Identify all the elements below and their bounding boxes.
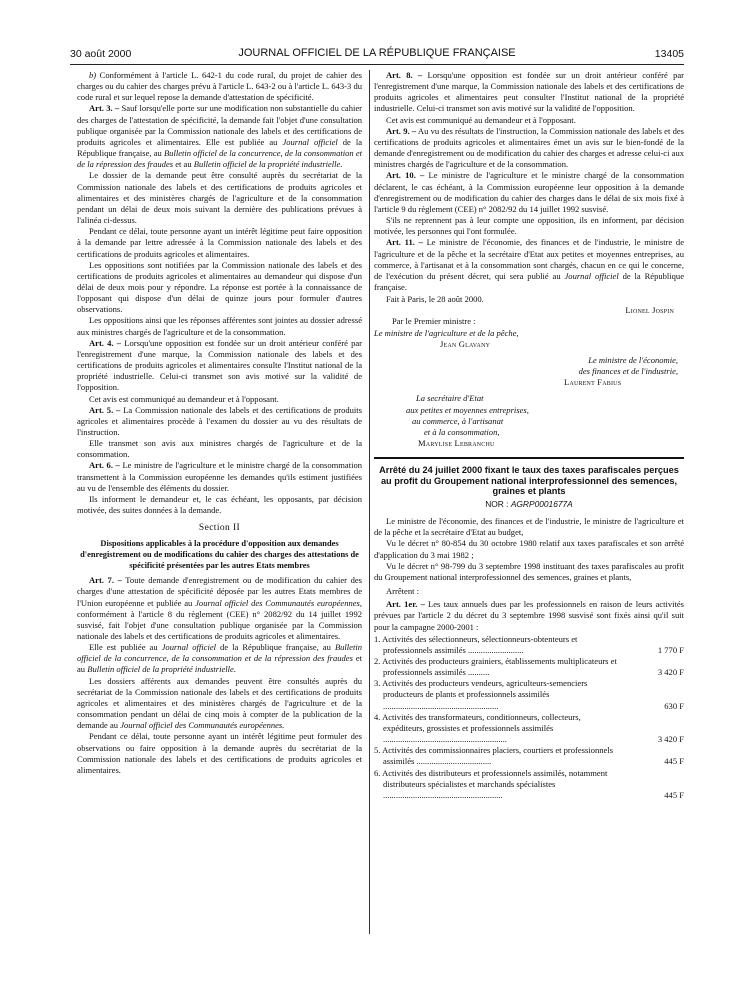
article-3-para-5: Les oppositions ainsi que les réponses afférentes sont jointes au dossier adressé aux ministres chargés de l'agriculture et de la consommation. [77,315,362,337]
activity-amount: 445 F [664,789,684,800]
article-7: Art. 7. – Toute demande d'enregistrement ou de modification du cahier des charges d'une attestation de spécificité déposée par les autres Etats membres de l'Union européenne et publiée au Journal officiel des Communautés européennes, conformément à l'article 8 du règlement (CEE) n° 2082/92 du 14 juillet 1992 susvisé, fait l'objet d'une consultation publique organisée par la Commission nationale des labels et des certifications de produits agricoles et alimentaires. [77,575,363,641]
left-column [77,70,362,776]
minister-agriculture-title: Le ministre de l'agriculture et de la pêche, [374,327,519,338]
article-6: Art. 6. – Le ministre de l'agriculture et le ministre chargé de la consommation transmettent à la Commission européenne les demandes qu'ils estiment justifiées au vu de l'ensemble des éléments du dossier. [77,460,363,493]
article-3: Art. 3. – Sauf lorsqu'elle porte sur une modification non substantielle du cahier des charges de l'attestation de spécificité, la demande fait l'objet d'une consultation publique organisée par la Commission nationale des labels et des certifications de produits agricoles et alimentaires. Elle est publiée au Journal officiel de la République française, au Bulletin officiel de la concurrence, de la consommation et de la répression des fraudes et au Bulletin officiel de la propriété industrielle. [77,103,363,170]
activity-amount: 1 770 F [657,644,684,655]
article-8-para-2: Cet avis est communiqué au demandeur et à l'opposant. [386,114,576,125]
activity-description: 1. Activités des sélectionneurs, sélectionneurs-obtenteurs et professionnels assimilés .......................... [374,633,578,655]
arrete-title: Arrêté du 24 juillet 2000 fixant le taux des taxes parafiscales perçues au profit du Groupement national interprofessionnel des semences, graines et plants [379,465,679,497]
article-3-para-2: Le dossier de la demande peut être consulté auprès du secrétariat de la Commission nationale des labels et des certifications de produits agricoles et alimentaires et des ministères chargés de l'agriculture et de la consommation pendant un délai de deux mois suivant la dernière des publications prévues à l'alinéa ci-dessus. [77,170,362,226]
article-7-para-3: Les dossiers afférents aux demandes peuvent être consultés auprès du secrétariat de la Commission nationale des labels et des certifications de produits agricoles et alimentaires et des ministères chargés de l'agriculture et de la consommation pendant un délai de cinq mois à compter de la publication de la demande au Journal officiel des Communautés européennes. [77,675,362,731]
activity-row [374,745,684,767]
article-5-para-2: Elle transmet son avis aux ministres chargés de l'agriculture et de la consommation. [77,438,362,460]
column-divider [369,70,370,934]
activity-row [374,768,684,801]
header-date: 30 août 2000 [70,48,132,60]
signature-date: Fait à Paris, le 28 août 2000. [386,294,484,305]
activity-row [374,712,684,745]
nor-reference: NOR : AGRP0001677A [485,498,573,509]
arretent: Arrêtent : [386,586,419,597]
activity-amount: 3 420 F [657,734,684,745]
separator-bar [374,457,684,459]
article-7-para-4: Pendant ce délai, toute personne ayant un intérêt légitime peut formuler des observations ou faire opposition à la demande auprès du secrétariat de la Commission nationale des labels et des certifications de produits agricoles et alimentaires. [77,731,362,775]
activities-table [374,634,684,801]
page-header [70,46,684,64]
article-9: Art. 9. – Au vu des résultats de l'instruction, la Commission nationale des labels et des certifications de produits agricoles et alimentaires émet un avis sur le bien-fondé de la demande d'enregistrement ou de modification du cahier des charges et adresse celui-ci aux ministres chargés de l'agriculture et de la consommation. [374,125,684,170]
activity-amount: 630 F [664,700,684,711]
vu-1: Vu le décret n° 80-854 du 30 octobre 1980 relatif aux taxes parafiscales et son arrêté d'application du 3 mai 1982 ; [374,538,684,560]
header-page-number: 13405 [654,48,684,60]
activity-amount: 445 F [664,756,684,767]
article-8: Art. 8. – Lorsqu'une opposition est fondée sur un droit antérieur conféré par l'enregistrement d'une marque, la Commission nationale des labels et des certifications de produits agricoles et alimentaires peut consulter l'Institut national de la propriété industrielle. Celui-ci transmet son avis motivé sur la validité de l'opposition. [374,70,685,114]
activity-row [374,656,684,678]
activity-description: 5. Activités des commissionnaires placiers, courtiers et professionnels assimilés ................................... [374,745,614,767]
article-4-para-2: Cet avis est communiqué au demandeur et à l'opposant. [89,393,279,404]
section-subtitle: Dispositions applicables à la procédure d'opposition aux demandes d'enregistrement ou de modifications du cahier des charges des attestations de spécificité présentées par les autres Etats membres [80,539,359,570]
activity-row [374,678,684,711]
article-1: Art. 1er. – Les taux annuels dues par les professionnels en raison de leurs activités prévues par l'article 2 du décret du 3 septembre 1998 susvisé sont fixés ainsi qu'il suit pour la campagne 2000-2001 : [374,599,684,632]
preamble: Le ministre de l'économie, des finances et de l'industrie, le ministre de l'agriculture et de la pêche et la secrétaire d'Etat au budget, [374,516,684,538]
article-7-para-2: Elle est publiée au Journal officiel de la République française, au Bulletin officiel de la concurrence, de la consommation et de la répression des fraudes et au Bulletin officiel de la propriété industrielle. [77,642,362,675]
activity-row [374,634,684,656]
vu-2: Vu le décret n° 98-799 du 3 septembre 1998 instituant des taxes parafiscales au profit du Groupement national interprofessionnel des semences, graines et plants, [374,560,684,582]
activity-amount: 3 420 F [657,667,684,678]
activity-description: 4. Activités des transformateurs, conditionneurs, collecteurs, expéditeurs, grossistes et professionnels assimilés .......................................................... [374,711,581,745]
article-3-para-3: Pendant ce délai, toute personne ayant un intérêt légitime peut faire opposition à la demande par lettre adressée à la Commission nationale des labels et des certifications de produits agricoles et alimentaires. [77,226,362,259]
secretary-title: La secrétaire d'Etat aux petites et moyennes entreprises, au commerce, à l'artisanat et à la consommation, [406,393,529,437]
article-10: Art. 10. – Le ministre de l'agriculture et le ministre chargé de la consommation déclarent, le cas échéant, à la Commission européenne leur opposition à la demande d'enregistrement ou de modification du cahier des charges dans le délai de six mois fixé à l'article 9 du règlement (CEE) n° 2082/92 du 14 juillet 1992 susvisé. [374,170,684,214]
article-5: Art. 5. – La Commission nationale des labels et des certifications de produits agricoles et alimentaires procède à l'examen du dossier au vu des résultats de l'instruction. [77,404,363,437]
article-3-para-4: Les oppositions sont notifiées par la Commission nationale des labels et des certifications de produits agricoles et alimentaires au demandeur qui dispose d'un délai de deux mois pour y répondre. La réponse est portée à la connaissance de l'opposant qui dispose d'un délai de quinze jours pour formuler d'autres observations. [77,259,362,315]
paragraph-b: b) Conformément à l'article L. 642-1 du code rural, du projet de cahier des charges ou du cahier des charges prévu à l'article L. 643-2 ou à l'article L. 643-3 du code rural et sur lequel repose la demande d'attestation de spécificité. [77,70,362,103]
header-rule [70,64,684,65]
activity-description: 2. Activités des producteurs grainiers, établissements multiplicateurs et professionnels assimilés .......... [374,655,617,678]
article-6-para-2: Ils informent le demandeur et, le cas échéant, les opposants, par décision motivée, des suites données à la demande. [77,493,362,516]
signature-agriculture: Jean Glavany [440,338,491,349]
signature-secretary: Marylise Lebranchu [418,438,495,448]
article-10-para-2: S'ils ne reprennent pas à leur compte une opposition, ils en informent, par décision motivée, les personnes qui l'ont formulée. [374,215,684,237]
article-11: Art. 11. – Le ministre de l'économie, des finances et de l'industrie, le ministre de l'agriculture et de la pêche et la secrétaire d'Etat aux petites et moyennes entreprises, au commerce, à l'artisanat et à la consommation sont chargés, chacun en ce qui le concerne, de l'exécution du présent décret, qui sera publié au Journal officiel de la République française. [374,237,684,292]
section-title: Section II [198,523,241,534]
activity-description: 3. Activités des producteurs vendeurs, agriculteurs-semenciers producteurs de plants et professionnels assimilés ...................................................... [374,678,588,711]
minister-economy-title: Le ministre de l'économie, des finances et de l'industrie, [578,354,678,377]
activity-description: 6. Activités des distributeurs et professionnels assimilés, notamment distributeurs spécialistes et marchands spécialistes ........................................................ [374,767,608,800]
signature-economy: Laurent Fabius [564,377,622,388]
article-4: Art. 4. – Lorsqu'une opposition est fondée sur un droit antérieur conféré par l'enregistrement d'une marque, la Commission nationale des labels et des certifications de produits agricoles et alimentaires consulte l'Institut national de la propriété industrielle. Celui-ci transmet son avis motivé sur la validité de l'opposition. [77,337,362,393]
header-journal-title: JOURNAL OFFICIEL DE LA RÉPUBLIQUE FRANÇAISE [238,47,516,59]
right-column [374,70,684,801]
par-premier-ministre: Par le Premier ministre : [392,316,476,327]
signature-prime-minister: Lionel Jospin [625,305,674,316]
